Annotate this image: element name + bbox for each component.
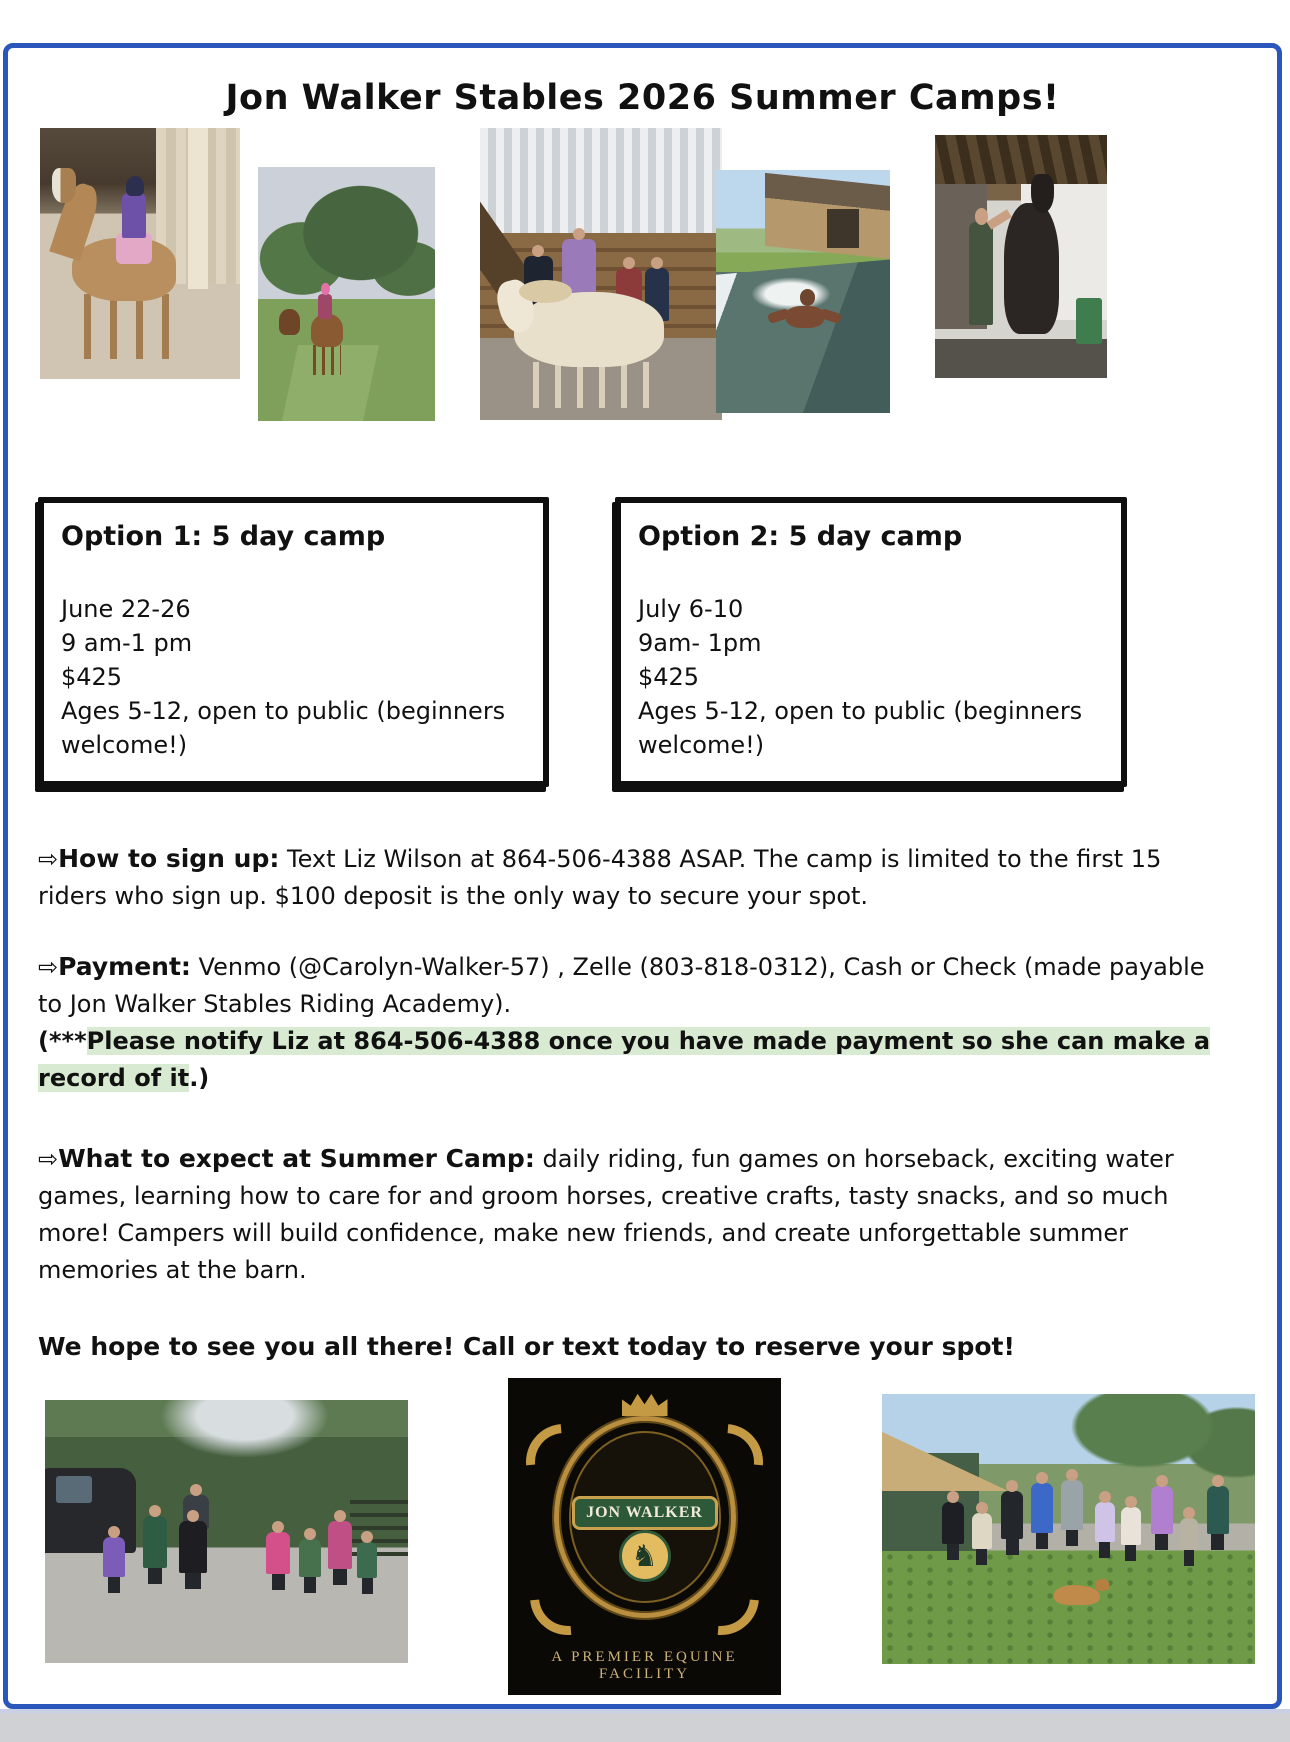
payment-label: Payment: bbox=[58, 952, 191, 981]
option-1-time: 9 am-1 pm bbox=[61, 629, 193, 657]
camper-figure bbox=[1001, 1491, 1023, 1539]
camper-figure bbox=[1031, 1483, 1053, 1533]
barn-roof-shape bbox=[882, 1432, 1009, 1491]
horse-badge-icon: ♞ bbox=[619, 1530, 671, 1582]
option-2-box bbox=[615, 497, 1127, 787]
barn-post-shape bbox=[188, 128, 208, 289]
water-splash-shape bbox=[751, 277, 831, 311]
option-2-time: 9am- 1pm bbox=[638, 629, 762, 657]
logo-tagline: A PREMIER EQUINE FACILITY bbox=[551, 1649, 738, 1682]
suv-window-shape bbox=[56, 1476, 92, 1502]
payment-note-suffix: .) bbox=[189, 1064, 210, 1092]
page-title: Jon Walker Stables 2026 Summer Camps! bbox=[225, 78, 1060, 118]
payment-note bbox=[38, 1027, 1210, 1092]
horse-head-shape bbox=[52, 168, 76, 203]
dog-shape bbox=[1054, 1585, 1100, 1605]
metal-siding-shape bbox=[480, 128, 722, 233]
how-to-sign-up-paragraph bbox=[38, 840, 1234, 915]
pony-mane-shape bbox=[519, 280, 572, 303]
camper-figure bbox=[1151, 1486, 1173, 1534]
horse-head-shape bbox=[1031, 174, 1053, 213]
horse-shape bbox=[311, 314, 343, 347]
camper-figure bbox=[143, 1516, 167, 1568]
option-2-price: $425 bbox=[638, 663, 700, 691]
photo-trail-ride bbox=[258, 167, 435, 421]
photo-group-pasture bbox=[882, 1394, 1255, 1664]
rider-shape bbox=[318, 294, 332, 319]
camper-figure bbox=[179, 1521, 207, 1573]
option-2-heading: Option 2: 5 day camp bbox=[638, 521, 963, 552]
sign-up-text: Text Liz Wilson at 864-506-4388 ASAP. The camp is limited to the first 15 riders who sign up. $100 deposit is the only way to secure your spot. bbox=[38, 845, 1162, 910]
closing-call-to-action: We hope to see you all there! Call or text today to reserve your spot! bbox=[38, 1332, 1015, 1361]
camper-figure bbox=[357, 1542, 377, 1578]
viewer-footer-strip bbox=[0, 1713, 1290, 1742]
camper-figure bbox=[969, 222, 993, 324]
helmet-shape bbox=[126, 176, 144, 196]
jon-walker-stables-logo bbox=[508, 1378, 781, 1695]
white-pony-shape bbox=[514, 292, 664, 368]
arrow-icon: ⇨ bbox=[38, 1145, 59, 1173]
dark-horse-shape bbox=[1004, 203, 1059, 334]
camper-head-shape bbox=[800, 289, 816, 306]
green-bin-shape bbox=[1076, 298, 1102, 344]
pink-helmet-shape bbox=[321, 283, 330, 296]
camper-figure bbox=[1061, 1480, 1083, 1530]
option-2-dates: July 6-10 bbox=[638, 595, 744, 623]
photo-campers-with-pony bbox=[480, 128, 722, 420]
camper-figure bbox=[103, 1537, 125, 1577]
what-to-expect-paragraph bbox=[38, 1140, 1234, 1289]
camper-figure bbox=[1095, 1502, 1115, 1542]
option-1-ages: Ages 5-12, open to public (beginners welcome!) bbox=[61, 697, 506, 759]
option-1-dates: June 22-26 bbox=[61, 595, 191, 623]
option-1-box bbox=[38, 497, 549, 787]
pony-legs-shape bbox=[533, 362, 654, 409]
horse-shape bbox=[279, 309, 300, 334]
rider-shape bbox=[122, 193, 146, 238]
camper-figure bbox=[942, 1502, 964, 1544]
leafy-field-shape bbox=[882, 1551, 1255, 1664]
payment-text: Venmo (@Carolyn-Walker-57) , Zelle (803-818-0312), Cash or Check (made payable to Jon Walker Stables Riding Academy). bbox=[38, 953, 1205, 1018]
sliding-camper-shape bbox=[786, 306, 824, 328]
floor-shape bbox=[935, 339, 1107, 378]
payment-note-highlighted: Please notify Liz at 864-506-4388 once you have made payment so she can make a record of it bbox=[38, 1027, 1211, 1092]
photo-water-slide bbox=[716, 170, 890, 413]
logo-name-plaque: JON WALKER bbox=[572, 1496, 718, 1530]
camper-figure bbox=[1121, 1507, 1141, 1545]
option-1-heading: Option 1: 5 day camp bbox=[61, 521, 386, 552]
barn-door-shape bbox=[827, 209, 858, 248]
barn-rafters-shape bbox=[935, 135, 1107, 184]
horse-legs-shape bbox=[84, 294, 176, 359]
what-to-expect-text: daily riding, fun games on horseback, exciting water games, learning how to care for and groom horses, creative crafts, tasty snacks, and so much more! Campers will build confidence, make new friends, and create unforgettable summer memories at the barn. bbox=[38, 1145, 1174, 1284]
camper-figure bbox=[1207, 1486, 1229, 1534]
dog-head-shape bbox=[1095, 1579, 1109, 1591]
option-2-ages: Ages 5-12, open to public (beginners welcome!) bbox=[638, 697, 1083, 759]
camper-figure bbox=[266, 1532, 290, 1574]
payment-paragraph bbox=[38, 948, 1234, 1097]
photo-child-riding-horse bbox=[40, 128, 240, 379]
payment-note-prefix: (*** bbox=[38, 1027, 87, 1055]
camper-figure bbox=[328, 1521, 352, 1569]
sign-up-label: How to sign up: bbox=[58, 844, 280, 873]
camper-figure bbox=[1180, 1518, 1198, 1550]
camper-figure bbox=[299, 1539, 321, 1577]
photo-group-gravel-driveway bbox=[45, 1400, 408, 1663]
option-1-price: $425 bbox=[61, 663, 123, 691]
crown-icon bbox=[622, 1390, 668, 1416]
arrow-icon: ⇨ bbox=[38, 953, 59, 981]
photo-washing-horse bbox=[935, 135, 1107, 378]
arrow-icon: ⇨ bbox=[38, 845, 59, 873]
what-to-expect-label: What to expect at Summer Camp: bbox=[58, 1144, 535, 1173]
camper-figure bbox=[972, 1513, 992, 1549]
horse-legs-shape bbox=[313, 345, 341, 375]
